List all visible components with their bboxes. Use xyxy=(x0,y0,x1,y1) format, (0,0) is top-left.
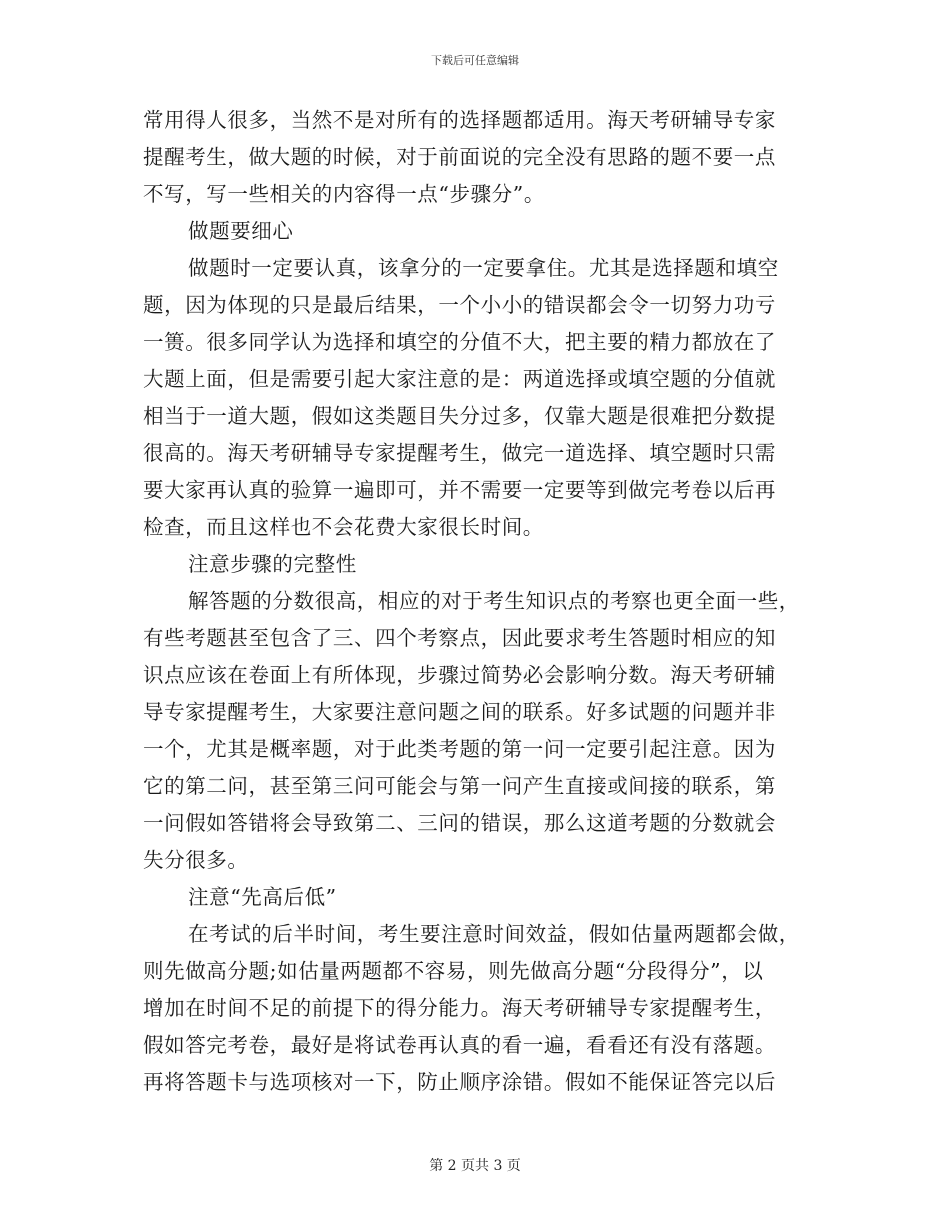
text-line: 则先做高分题;如估量两题都不容易，则先做高分题“分段得分”，以 xyxy=(143,959,764,983)
text-line: 相当于一道大题，假如这类题目失分过多，仅靠大题是很难把分数提 xyxy=(143,404,776,428)
section-heading: 注意步骤的完整性 xyxy=(188,552,357,576)
text-line: 题，因为体现的只是最后结果，一个小小的错误都会令一切努力功亏 xyxy=(143,293,776,317)
text-line: 一篑。很多同学认为选择和填空的分值不大，把主要的精力都放在了 xyxy=(143,330,776,354)
text-line: 大题上面，但是需要引起大家注意的是：两道选择或填空题的分值就 xyxy=(143,367,776,391)
section-heading: 注意“先高后低” xyxy=(188,885,337,909)
text-line: 很高的。海天考研辅导专家提醒考生，做完一道选择、填空题时只需 xyxy=(143,441,776,465)
text-line: 提醒考生，做大题的时候，对于前面说的完全没有思路的题不要一点 xyxy=(143,145,776,169)
text-line: 解答题的分数很高，相应的对于考生知识点的考察也更全面一些， xyxy=(188,589,800,613)
text-line: 常用得人很多，当然不是对所有的选择题都适用。海天考研辅导专家 xyxy=(143,108,776,132)
text-line: 在考试的后半时间，考生要注意时间效益，假如估量两题都会做， xyxy=(188,922,800,946)
text-line: 再将答题卡与选项核对一下，防止顺序涂错。假如不能保证答完以后 xyxy=(143,1070,776,1094)
text-line: 一个，尤其是概率题，对于此类考题的第一问一定要引起注意。因为 xyxy=(143,737,776,761)
text-line: 失分很多。 xyxy=(143,848,249,872)
text-line: 它的第二问，甚至第三问可能会与第一问产生直接或间接的联系，第 xyxy=(143,774,776,798)
text-line: 不写，写一些相关的内容得一点“步骤分”。 xyxy=(143,182,545,206)
text-line: 要大家再认真的验算一遍即可，并不需要一定要等到做完考卷以后再 xyxy=(143,478,776,502)
text-line: 增加在时间不足的前提下的得分能力。海天考研辅导专家提醒考生， xyxy=(143,996,776,1020)
text-line: 检查，而且这样也不会花费大家很长时间。 xyxy=(143,515,544,539)
text-line: 识点应该在卷面上有所体现，步骤过简势必会影响分数。海天考研辅 xyxy=(143,663,776,687)
page-header: 下载后可任意编辑 xyxy=(431,54,519,67)
page-number: 第 2 页共 3 页 xyxy=(429,1158,521,1174)
document-body xyxy=(143,102,808,1101)
text-line: 有些考题甚至包含了三、四个考察点，因此要求考生答题时相应的知 xyxy=(143,626,776,650)
text-line: 做题时一定要认真，该拿分的一定要拿住。尤其是选择题和填空 xyxy=(188,256,779,280)
section-heading: 做题要细心 xyxy=(188,219,294,243)
text-line: 导专家提醒考生，大家要注意问题之间的联系。好多试题的问题并非 xyxy=(143,700,776,724)
text-line: 一问假如答错将会导致第二、三问的错误，那么这道考题的分数就会 xyxy=(143,811,776,835)
text-line: 假如答完考卷，最好是将试卷再认真的看一遍，看看还有没有落题。 xyxy=(143,1033,776,1057)
